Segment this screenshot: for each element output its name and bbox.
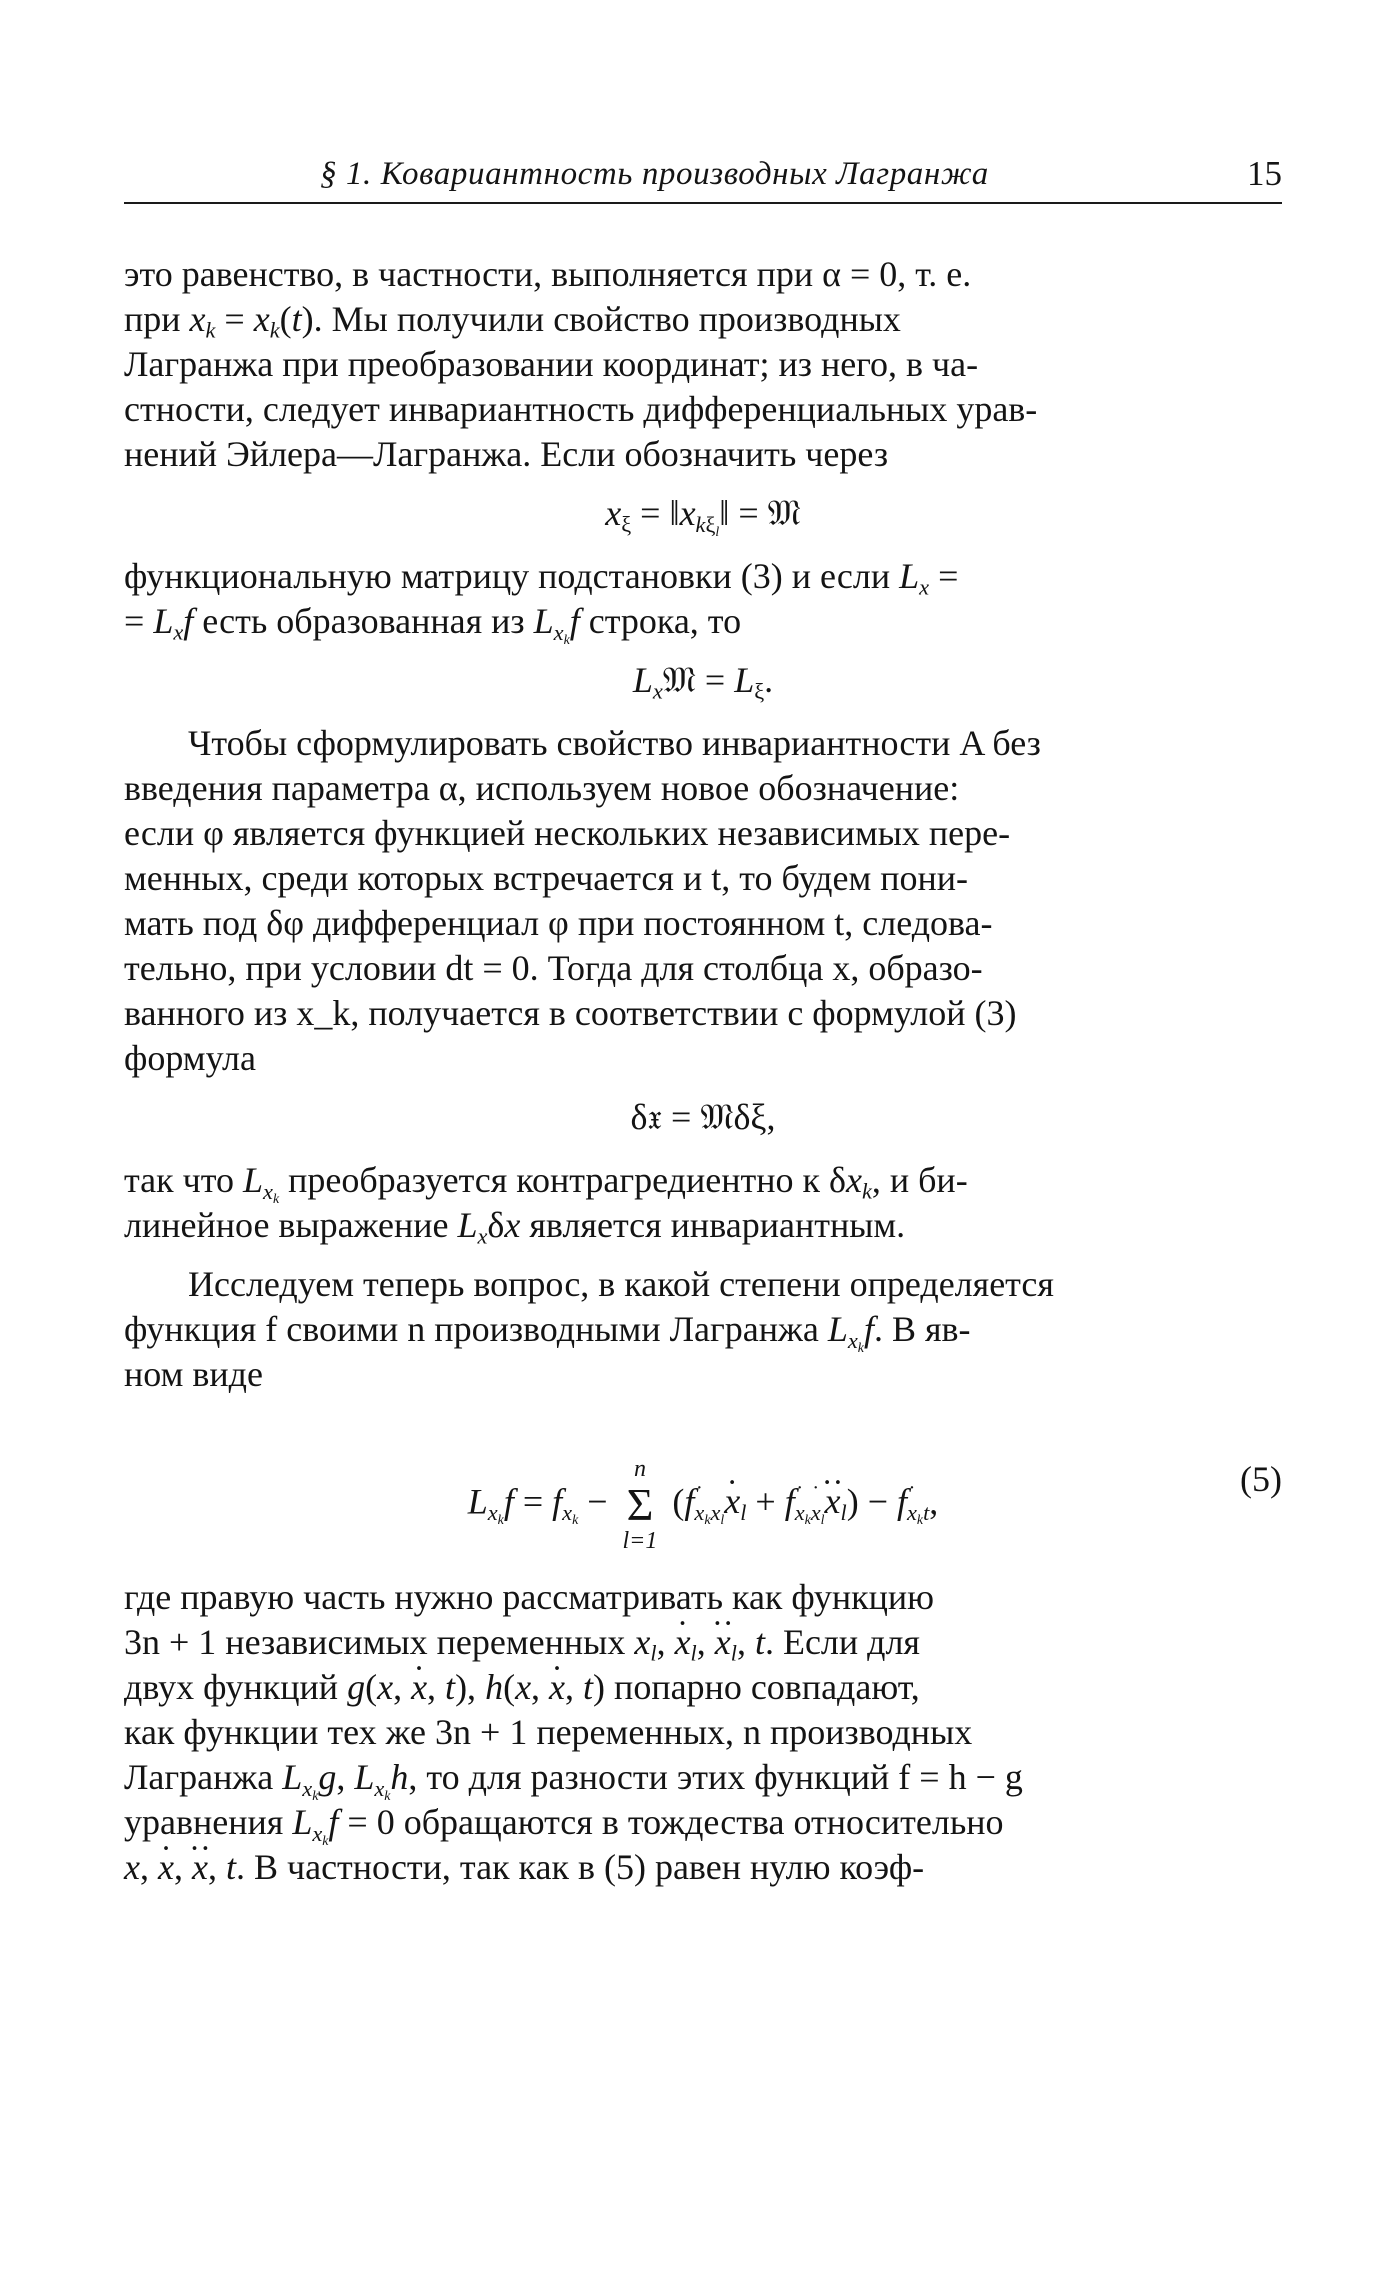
text-line: попарно совпадают, [614,1667,920,1707]
text-line: стности, следует инвариантность дифференциальных урав- [124,389,1038,429]
text-line: уравнения [124,1802,284,1842]
text-line: при [124,299,181,339]
section-title: § 1. Ковариантность производных Лагранжа [320,156,989,192]
text-line: Лагранжа при преобразовании координат; из него, в ча- [124,344,979,384]
text-line: строка, то [588,601,742,641]
text-line: двух функций [124,1667,339,1707]
running-header [124,152,1282,204]
text-line: ном виде [124,1354,263,1394]
text-line: линейное выражение [124,1205,449,1245]
text-line: введения параметра α, используем новое обозначение: [124,768,960,808]
text-line: есть образованная из [202,601,525,641]
text-line: В частности, так как в (5) равен нулю коэф- [253,1847,925,1887]
text-line: менных, среди которых встречается и t, то будем пони- [124,858,969,898]
equation-transform: $L_x𝔐 = L_\xi$. [632,660,774,704]
paragraph-1 [124,252,1282,477]
sum-lower-limit: l=1 [622,1528,658,1554]
paragraph-2: функциональную матрицу подстановки (3) и если $L_x$ = = $L_xf$ есть образованная из $L_{x_k}f$ строка, то [124,556,959,647]
paragraph-6: где правую часть нужно рассматривать как функцию 3n + 1 независимых переменных $x_l$, · $x_l$, ·· $x_l$, t. Если для двух функций g(x, · x, t), h(x, · x, t) попарно совпадают, как функции тех же 3n + 1 переменных, n производных Лагранжа $L_{x_k}g$, $L_{x_k}h$, то для разности этих функций f = h − g уравнения $L_{x_k}f = 0$ обращаются в тождества относительно x, · x, ·· x, t. В частности, так как в (5) равен нулю коэф- [124,1575,1282,1890]
equation-delta [124,1095,1282,1140]
text-line: . Мы получили свойство производных [313,299,901,339]
paragraph-3 [124,721,1282,1081]
text-line: мать под δφ дифференциал φ при постоянном t, следова- [124,903,993,943]
inline-formula: $x_k = x_k(t)$ [189,299,314,343]
equation-matrix: $x_\xi$ = $‖x_{k\xi_l}‖$ = 𝔐 [605,493,801,539]
sum-upper-limit: n [633,1456,646,1482]
text-line: преобразуется контрагредиентно к [288,1160,820,1200]
text-line: ванного из x_k, получается в соответствии с формулой (3) [124,993,1017,1033]
text-line: формула [124,1038,256,1078]
text-line: обращаются в тождества относительно [403,1802,1004,1842]
text-line: если φ является функцией нескольких независимых пере- [124,813,1011,853]
sum-sign [623,1457,658,1553]
text-line: Лагранжа [124,1757,274,1797]
equation-number: (5) [1240,1459,1282,1499]
equation-delta-text: δ𝔵 = 𝔐δξ, [630,1097,776,1137]
text-line: так что [124,1160,235,1200]
text-line: функция f своими n производными Лагранжа [124,1309,819,1349]
text-line: Чтобы сформулировать свойство инвариантности A без [188,723,1041,763]
text-line: Исследуем теперь вопрос, в какой степени определяется [188,1264,1054,1304]
paragraph-5: Исследуем теперь вопрос, в какой степени определяется функция f своими n производными Лагранжа $L_{x_k}f$. В яв- ном виде [124,1264,1054,1394]
text-line: где правую часть нужно рассматривать как функцию [124,1577,935,1617]
equation-5-body: $L_{x_k}f = f_{x_k}$ − n Σ l=1 $(f\cdot _{x_kx_l}\cdot x_l + f\cdot _{x_k\cdot x_l}\cdot\cdot x_l) - f\cdot _{x_kt}$, [124,1457,1282,1553]
paragraph-4: так что $L_{x_k}$ преобразуется контрагредиентно к $\delta x_k$, и би- линейное выражение $L_x\delta x$ является инвариантным. [124,1160,968,1249]
text-line: , и би- [871,1160,968,1200]
text-line: нений Эйлера—Лагранжа. Если обозначить через [124,434,889,474]
equation-5 [124,1419,1282,1554]
body-text [124,252,1282,1890]
text-line: это равенство, в частности, выполняется при α = 0, т. е. [124,254,972,294]
sigma-glyph: Σ [626,1479,654,1530]
text-line: , то для разности этих функций f = h − g [408,1757,1023,1797]
text-line: тельно, при условии dt = 0. Тогда для столбца x, образо- [124,948,983,988]
text-line: является инвариантным. [529,1205,906,1245]
text-line: как функции тех же 3n + 1 переменных, n производных [124,1712,973,1752]
text-line: 3n + 1 независимых переменных [124,1622,626,1662]
text-line: функциональную матрицу подстановки (3) и если [124,556,891,596]
text-line: Если для [782,1622,920,1662]
text-line: . В яв- [873,1309,971,1349]
page-number: 15 [1247,154,1282,193]
